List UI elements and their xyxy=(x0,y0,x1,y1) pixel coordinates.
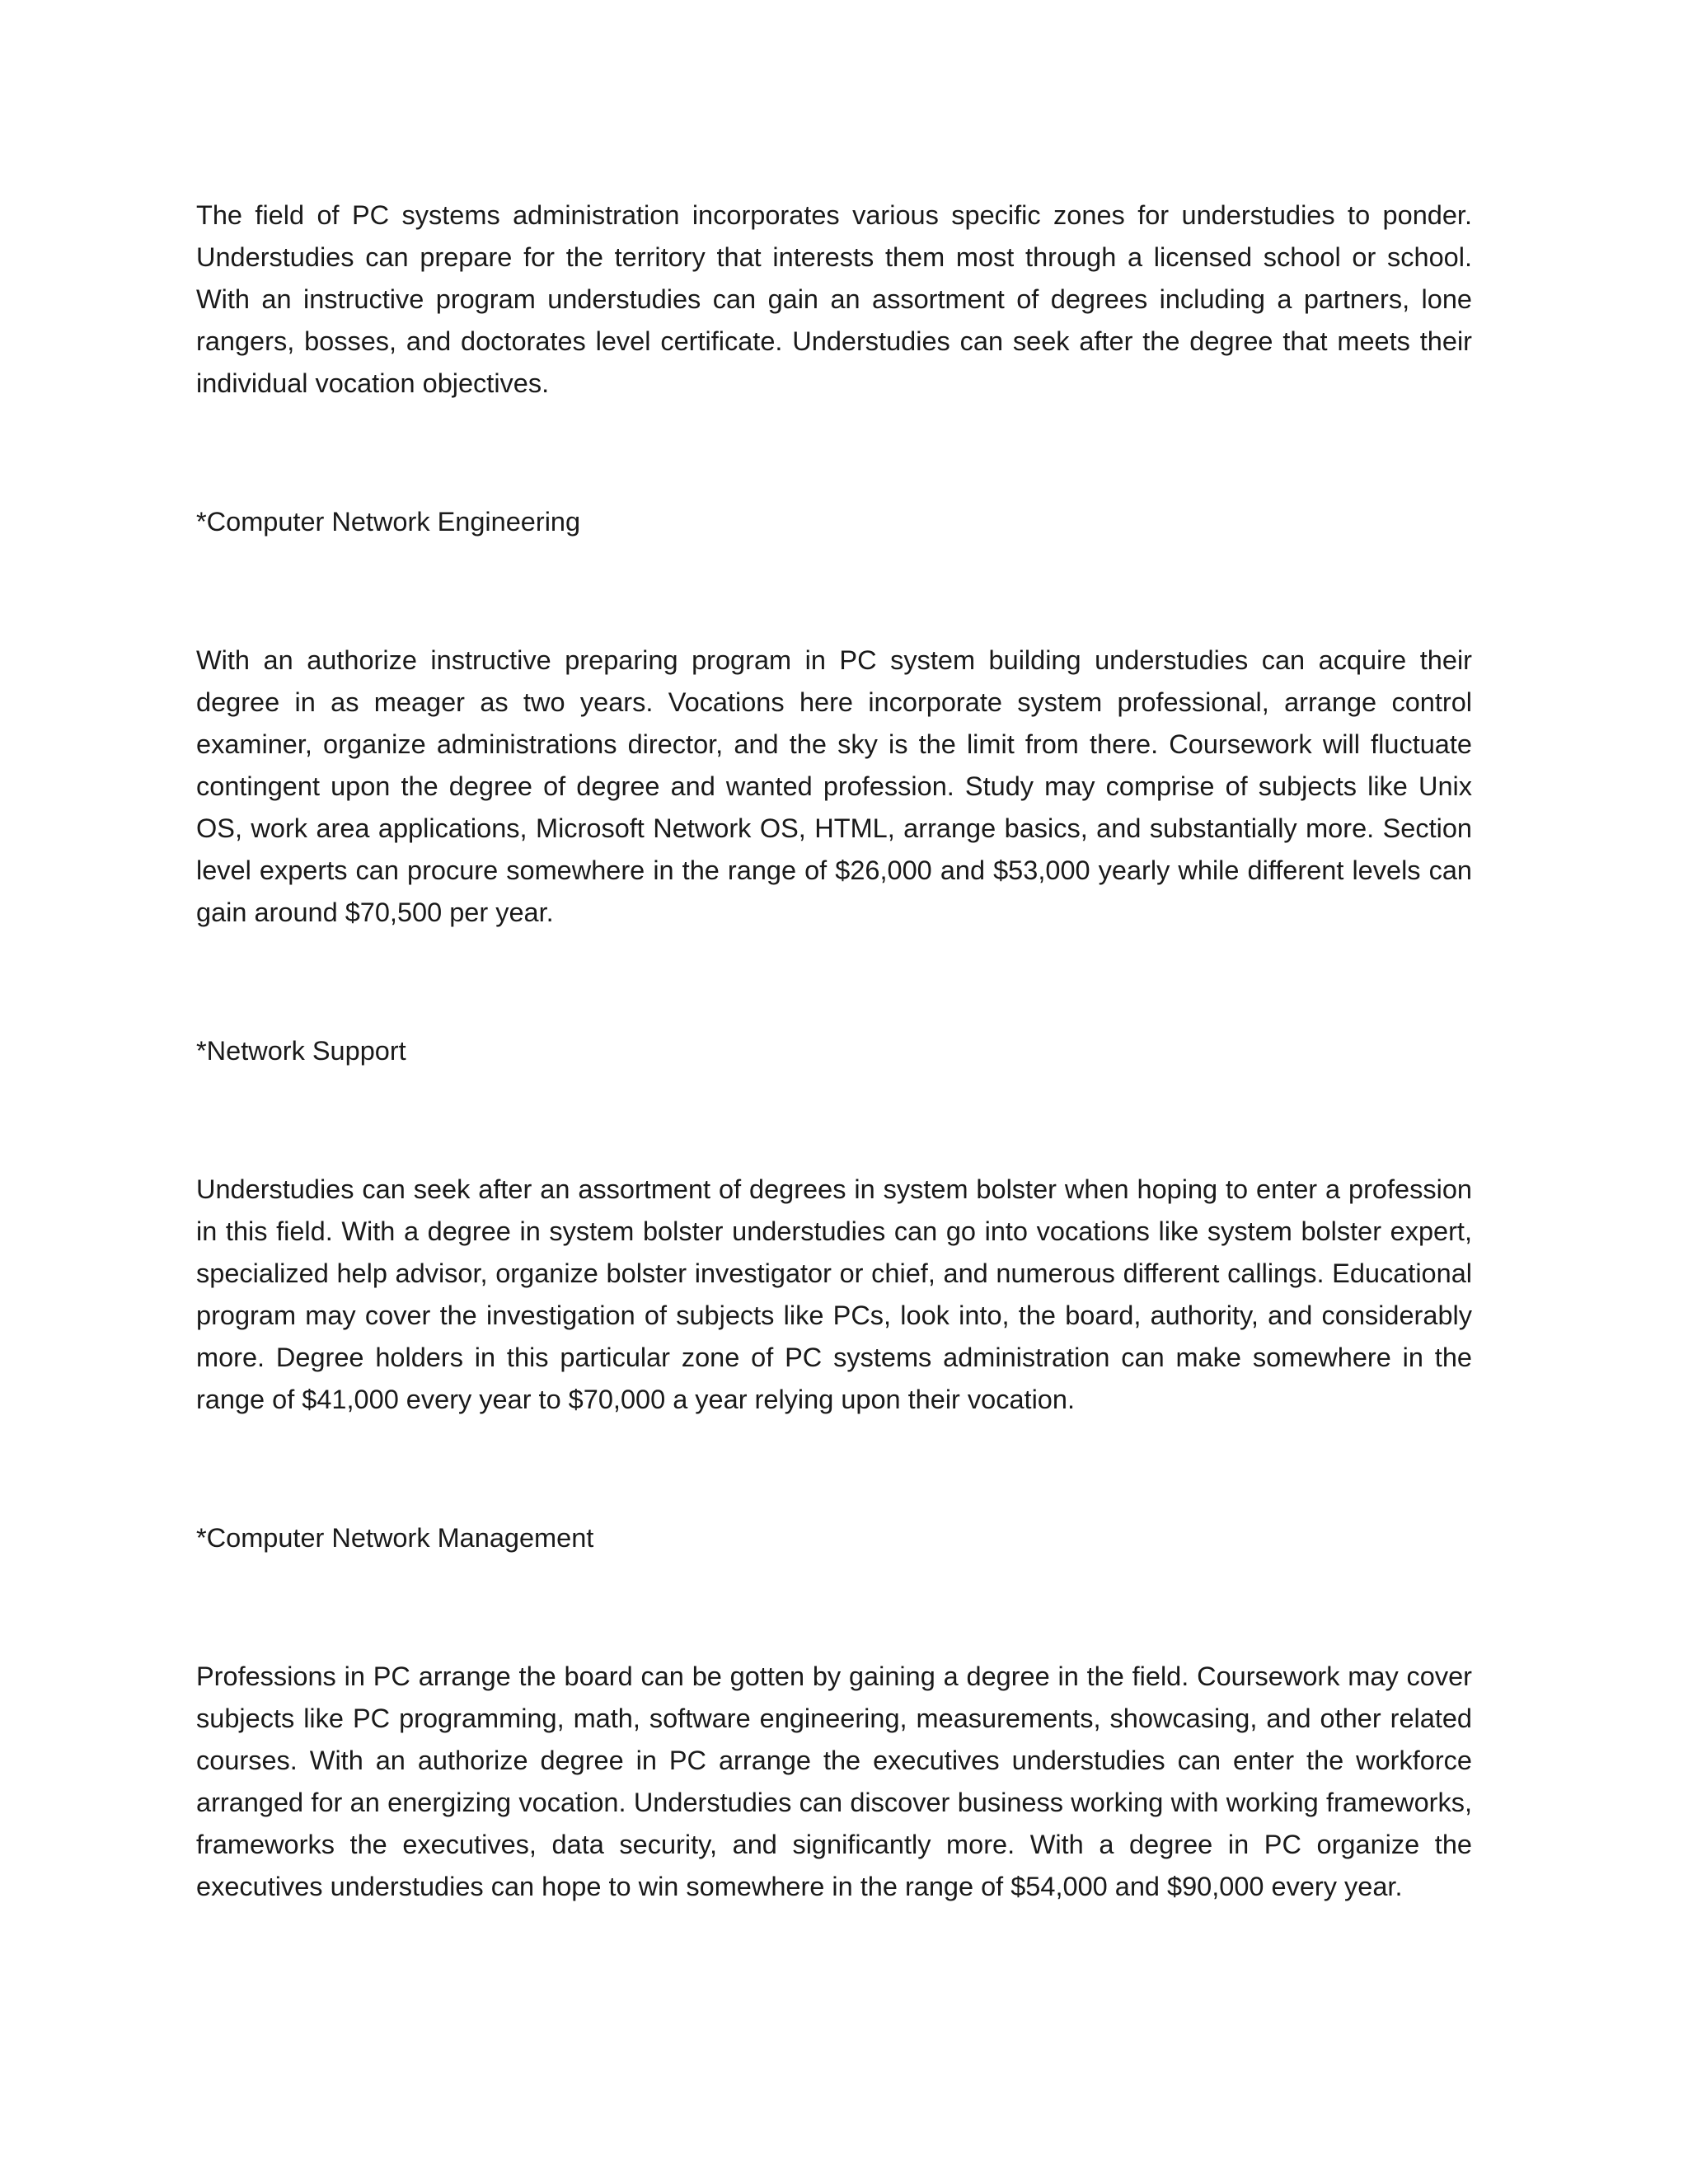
paragraph-network-support: Understudies can seek after an assortment of degrees in system bolster when hoping to enter a profession in this field. With a degree in system bolster understudies can go into vocations like system bolster expert, specialized help advisor, organize bolster investigator or chief, and numerous different callings. Educational program may cover the investigation of subjects like PCs, look into, the board, authority, and considerably more. Degree holders in this particular zone of PC systems administration can make somewhere in the range of $41,000 every year to $70,000 a year relying upon their vocation. xyxy=(196,1174,1472,1414)
paragraph-network-engineering: With an authorize instructive preparing program in PC system building understudies can acquire their degree in as meager as two years. Vocations here incorporate system professional, arrange control examiner, organize administrations director, and the sky is the limit from there. Coursework will fluctuate contingent upon the degree of degree and wanted profession. Study may comprise of subjects like Unix OS, work area applications, Microsoft Network OS, HTML, arrange basics, and substantially more. Section level experts can procure somewhere in the range of $26,000 and $53,000 yearly while different levels can gain around $70,500 per year. xyxy=(196,645,1472,927)
section-heading-network-support: *Network Support xyxy=(196,1036,406,1066)
spacer xyxy=(196,543,1472,640)
section-heading-network-engineering: *Computer Network Engineering xyxy=(196,507,581,537)
spacer xyxy=(196,405,1472,501)
spacer xyxy=(196,1421,1472,1517)
intro-paragraph: The field of PC systems administration incorporates various specific zones for understudies to ponder. Understudies can prepare for the territory that interests them most through a licensed school or school. With an instructive program understudies can gain an assortment of degrees including a partners, lone rangers, bosses, and doctorates level certificate. Understudies can seek after the degree that meets their individual vocation objectives. xyxy=(196,200,1472,398)
spacer xyxy=(196,1559,1472,1656)
paragraph-network-management: Professions in PC arrange the board can be gotten by gaining a degree in the field. Coursework may cover subjects like PC programming, math, software engineering, measurements, showcasing, and other related courses. With an authorize degree in PC arrange the executives understudies can enter the workforce arranged for an energizing vocation. Understudies can discover business working with working frameworks, frameworks the executives, data security, and significantly more. With a degree in PC organize the executives understudies can hope to win somewhere in the range of $54,000 and $90,000 every year. xyxy=(196,1661,1472,1901)
document-body xyxy=(196,194,1472,1908)
section-heading-network-management: *Computer Network Management xyxy=(196,1523,594,1553)
spacer xyxy=(196,1072,1472,1169)
spacer xyxy=(196,934,1472,1030)
